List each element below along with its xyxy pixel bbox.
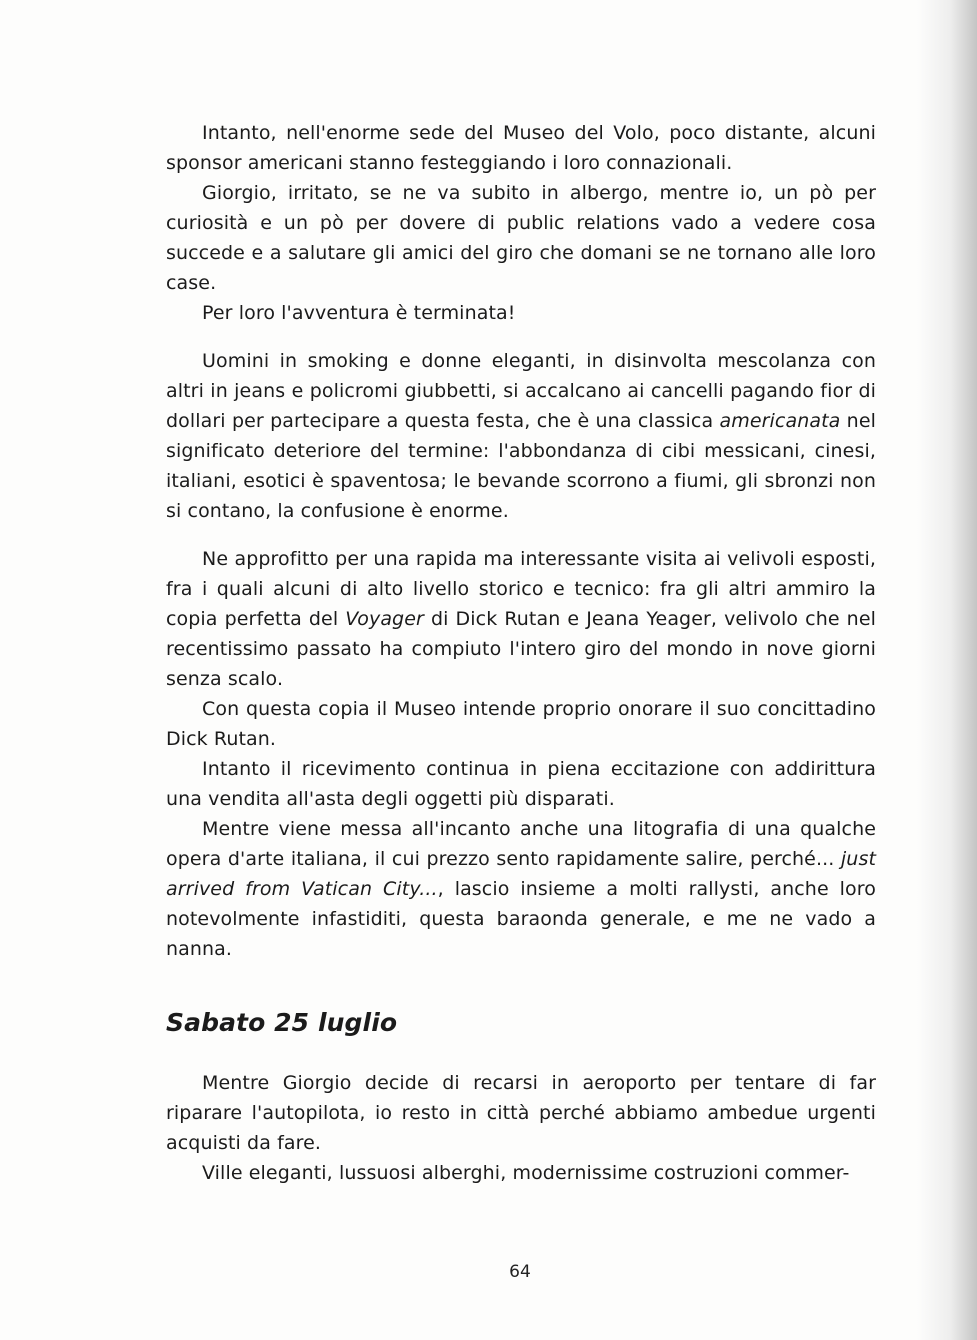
italic-text: americanata [719, 410, 841, 432]
text-run: nel significato deteriore del termine: l'abbondanza di cibi messicani, cinesi, italiani, esotici è spaventosa; le bevande scorrono a fiumi, gli sbronzi non si contano, la confusione è enorme. [166, 410, 876, 522]
text-run: Uomini in smoking e donne eleganti, in disinvolta mescolanza con altri in jeans e policromi giubbetti, si accalcano ai cancelli pagando fior di dollari per partecipare a questa festa, che è una classica [166, 350, 876, 432]
paragraphs-after-heading [166, 1068, 876, 1188]
text-run: Intanto, nell'enorme sede del Museo del Volo, poco distante, alcuni sponsor americani stanno festeggiando i loro connazionali. [166, 122, 876, 174]
text-run: Con questa copia il Museo intende proprio onorare il suo concittadino Dick Rutan. [166, 698, 876, 750]
text-run: Mentre Giorgio decide di recarsi in aeroporto per tentare di far riparare l'autopilota, io resto in città perché abbiamo ambedue urgenti acquisti da fare. [166, 1072, 876, 1154]
text-run: Ville eleganti, lussuosi alberghi, modernissime costruzioni commer- [202, 1162, 850, 1184]
paragraph [166, 1068, 876, 1158]
paragraph [166, 694, 876, 754]
italic-text: just arrived from Vatican City... [166, 848, 876, 900]
paragraph [166, 346, 876, 526]
text-run: , lascio insieme a molti rallysti, anche loro notevolmente infastiditi, questa baraonda generale, e me ne vado a nanna. [166, 878, 876, 960]
paragraph [166, 754, 876, 814]
text-run: Mentre viene messa all'incanto anche una litografia di una qualche opera d'arte italiana, il cui prezzo sento rapidamente salire, perché... [166, 818, 876, 870]
text-run: Giorgio, irritato, se ne va subito in albergo, mentre io, un pò per curiosità e un pò per dovere di public relations vado a vedere cosa succede e a salutare gli amici del giro che domani se ne tornano alle loro case. [166, 182, 876, 294]
text-run: Ne approfitto per una rapida ma interessante visita ai velivoli esposti, fra i quali alcuni di alto livello storico e tecnico: fra gli altri ammiro la copia perfetta del [166, 548, 876, 630]
page-gutter-shadow [917, 0, 977, 1340]
italic-text: Voyager [345, 608, 424, 630]
paragraphs-before-heading [166, 118, 876, 964]
paragraph [166, 1158, 876, 1188]
paragraph [166, 544, 876, 694]
text-run: Per loro l'avventura è terminata! [202, 302, 516, 324]
paragraph [166, 298, 876, 328]
paragraph [166, 118, 876, 178]
paragraph [166, 178, 876, 298]
text-run: di Dick Rutan e Jeana Yeager, velivolo che nel recentissimo passato ha compiuto l'intero giro del mondo in nove giorni senza scalo. [166, 608, 876, 690]
body-text [166, 118, 876, 1188]
paragraph [166, 814, 876, 964]
text-run: Intanto il ricevimento continua in piena eccitazione con addirittura una vendita all'asta degli oggetti più disparati. [166, 758, 876, 810]
page-number: 64 [509, 1262, 531, 1282]
section-heading: Sabato 25 luglio [166, 1008, 398, 1037]
